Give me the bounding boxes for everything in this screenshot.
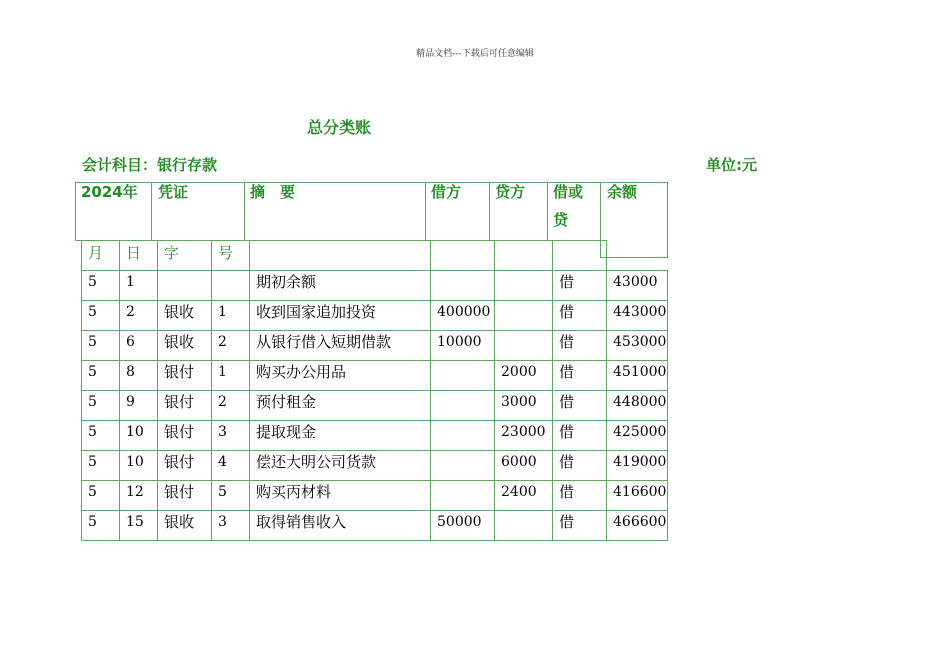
subheader-credit-box — [494, 240, 553, 271]
cell-day: 8 — [120, 361, 158, 391]
cell-day: 15 — [120, 511, 158, 541]
cell-balance: 443000 — [607, 301, 668, 331]
header-credit: 贷方 — [495, 183, 526, 201]
cell-summary: 购买丙材料 — [250, 481, 431, 511]
cell-month: 5 — [82, 481, 120, 511]
cell-voucher-word: 银付 — [158, 421, 212, 451]
cell-credit — [495, 301, 553, 331]
header-direction-line1: 借或 — [553, 183, 584, 201]
cell-voucher-word: 银付 — [158, 451, 212, 481]
ledger-table — [81, 270, 668, 541]
header-year: 2024年 — [81, 183, 138, 201]
cell-balance: 419000 — [607, 451, 668, 481]
cell-voucher-word: 银收 — [158, 331, 212, 361]
cell-credit — [495, 331, 553, 361]
cell-direction: 借 — [553, 361, 607, 391]
cell-month: 5 — [82, 391, 120, 421]
cell-debit: 400000 — [431, 301, 495, 331]
subheader-number: 号 — [218, 244, 234, 262]
cell-day: 2 — [120, 301, 158, 331]
cell-balance: 451000 — [607, 361, 668, 391]
cell-credit — [495, 511, 553, 541]
table-row — [82, 421, 668, 451]
cell-direction: 借 — [553, 391, 607, 421]
cell-day: 1 — [120, 271, 158, 301]
cell-voucher-word: 银收 — [158, 511, 212, 541]
cell-balance: 416600 — [607, 481, 668, 511]
cell-voucher-word: 银付 — [158, 361, 212, 391]
subheader-summary-box — [249, 240, 431, 271]
subheader-word: 字 — [164, 244, 180, 262]
cell-balance: 466600 — [607, 511, 668, 541]
cell-voucher-number: 1 — [212, 301, 250, 331]
cell-balance: 448000 — [607, 391, 668, 421]
cell-balance: 425000 — [607, 421, 668, 451]
cell-direction: 借 — [553, 481, 607, 511]
cell-debit — [431, 391, 495, 421]
cell-debit — [431, 361, 495, 391]
table-row — [82, 301, 668, 331]
currency-unit: 单位:元 — [706, 156, 757, 174]
cell-summary: 购买办公用品 — [250, 361, 431, 391]
cell-month: 5 — [82, 301, 120, 331]
cell-summary: 从银行借入短期借款 — [250, 331, 431, 361]
header-direction-line2: 贷 — [553, 211, 569, 229]
cell-day: 10 — [120, 451, 158, 481]
cell-direction: 借 — [553, 301, 607, 331]
ledger-title: 总分类账 — [307, 118, 372, 137]
cell-month: 5 — [82, 511, 120, 541]
subheader-day: 日 — [126, 244, 142, 262]
cell-direction: 借 — [553, 331, 607, 361]
cell-voucher-number: 3 — [212, 511, 250, 541]
cell-debit — [431, 481, 495, 511]
cell-credit: 2000 — [495, 361, 553, 391]
table-row — [82, 511, 668, 541]
table-row — [82, 391, 668, 421]
cell-voucher-word — [158, 271, 212, 301]
cell-day: 9 — [120, 391, 158, 421]
cell-month: 5 — [82, 451, 120, 481]
cell-summary: 提取现金 — [250, 421, 431, 451]
cell-voucher-number: 3 — [212, 421, 250, 451]
cell-credit: 6000 — [495, 451, 553, 481]
cell-month: 5 — [82, 361, 120, 391]
cell-voucher-word: 银收 — [158, 301, 212, 331]
cell-summary: 取得销售收入 — [250, 511, 431, 541]
cell-voucher-number — [212, 271, 250, 301]
header-debit: 借方 — [431, 183, 462, 201]
cell-month: 5 — [82, 271, 120, 301]
cell-day: 10 — [120, 421, 158, 451]
cell-voucher-number: 1 — [212, 361, 250, 391]
cell-debit — [431, 421, 495, 451]
cell-summary: 期初余额 — [250, 271, 431, 301]
ledger-body — [82, 271, 668, 541]
cell-voucher-word: 银付 — [158, 391, 212, 421]
cell-voucher-number: 2 — [212, 331, 250, 361]
cell-month: 5 — [82, 331, 120, 361]
cell-voucher-number: 5 — [212, 481, 250, 511]
cell-debit — [431, 271, 495, 301]
header-summary: 摘 要 — [250, 183, 296, 201]
cell-credit: 2400 — [495, 481, 553, 511]
cell-credit — [495, 271, 553, 301]
table-row — [82, 271, 668, 301]
subheader-month: 月 — [88, 244, 104, 262]
cell-debit: 50000 — [431, 511, 495, 541]
cell-direction: 借 — [553, 271, 607, 301]
subheader-debit-box — [430, 240, 495, 271]
cell-debit: 10000 — [431, 331, 495, 361]
cell-month: 5 — [82, 421, 120, 451]
cell-summary: 收到国家追加投资 — [250, 301, 431, 331]
cell-voucher-number: 2 — [212, 391, 250, 421]
cell-summary: 预付租金 — [250, 391, 431, 421]
account-subject: 会计科目：银行存款 — [82, 156, 218, 174]
cell-day: 6 — [120, 331, 158, 361]
cell-credit: 3000 — [495, 391, 553, 421]
cell-voucher-number: 4 — [212, 451, 250, 481]
cell-direction: 借 — [553, 451, 607, 481]
page-header-note: 精品文档---下载后可任意编辑 — [416, 49, 534, 59]
cell-direction: 借 — [553, 511, 607, 541]
cell-summary: 偿还大明公司货款 — [250, 451, 431, 481]
table-row — [82, 331, 668, 361]
cell-voucher-word: 银付 — [158, 481, 212, 511]
cell-day: 12 — [120, 481, 158, 511]
cell-balance: 43000 — [607, 271, 668, 301]
table-row — [82, 361, 668, 391]
cell-balance: 453000 — [607, 331, 668, 361]
cell-debit — [431, 451, 495, 481]
cell-credit: 23000 — [495, 421, 553, 451]
table-row — [82, 451, 668, 481]
header-balance: 余额 — [607, 183, 638, 201]
table-row — [82, 481, 668, 511]
subheader-direction-box — [552, 240, 607, 271]
cell-direction: 借 — [553, 421, 607, 451]
header-voucher: 凭证 — [158, 183, 189, 201]
